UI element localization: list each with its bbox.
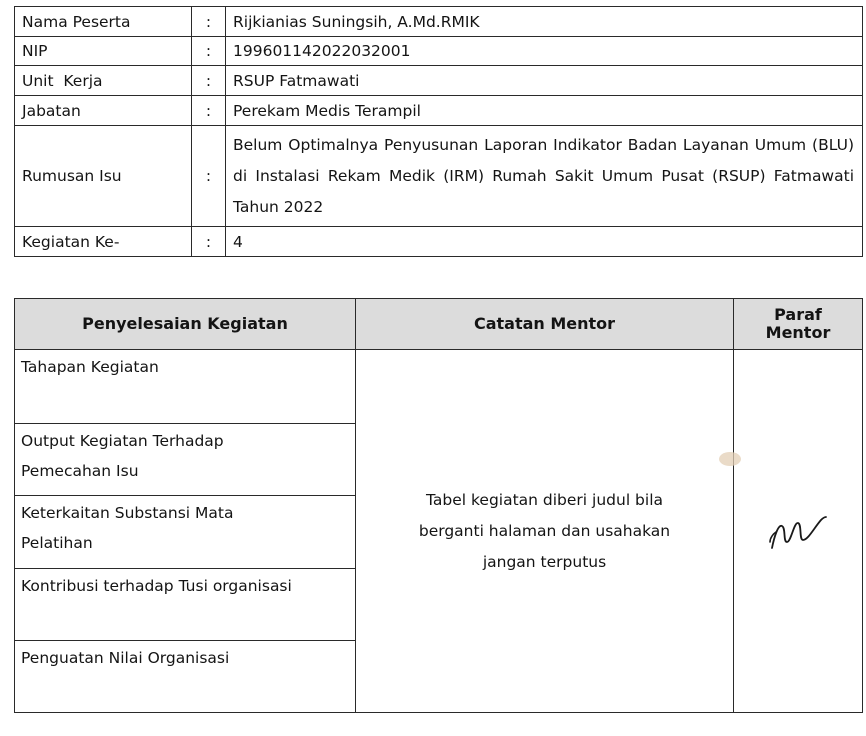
info-label-nip: NIP xyxy=(15,37,192,66)
paper-smudge xyxy=(719,452,741,466)
info-label-nama: Nama Peserta xyxy=(15,7,192,37)
info-row-jabatan xyxy=(15,96,863,126)
info-row-nama xyxy=(15,7,863,37)
signature-icon xyxy=(758,508,838,554)
info-row-kegiatan-ke xyxy=(15,227,863,257)
info-value-unit-kerja: RSUP Fatmawati xyxy=(226,66,863,96)
info-value-nama: Rijkianias Suningsih, A.Md.RMIK xyxy=(226,7,863,37)
info-colon: : xyxy=(192,7,226,37)
info-label-jabatan: Jabatan xyxy=(15,96,192,126)
participant-info-table xyxy=(14,6,863,257)
mentor-header-row xyxy=(15,299,863,350)
mentor-row-tahapan xyxy=(15,350,863,424)
info-colon: : xyxy=(192,227,226,257)
info-value-kegiatan-ke: 4 xyxy=(226,227,863,257)
info-colon: : xyxy=(192,66,226,96)
header-paraf-mentor xyxy=(734,299,863,350)
step-kontribusi-tusi: Kontribusi terhadap Tusi organisasi xyxy=(15,569,356,641)
info-row-nip xyxy=(15,37,863,66)
catatan-mentor-cell xyxy=(356,350,734,713)
catatan-mentor-text: Tabel kegiatan diberi judul bila berganti halaman dan usahakan jangan terputus xyxy=(418,490,671,571)
info-colon: : xyxy=(192,37,226,66)
step-tahapan-kegiatan: Tahapan Kegiatan xyxy=(15,350,356,424)
header-paraf-line2: Mentor xyxy=(765,323,831,342)
info-value-rumusan-isu: Belum Optimalnya Penyusunan Laporan Indikator Badan Layanan Umum (BLU) di Instalasi Rekam Medik (IRM) Rumah Sakit Umum Pusat (RSUP) Fatmawati Tahun 2022 xyxy=(226,126,863,227)
info-label-unit-kerja: Unit Kerja xyxy=(15,66,192,96)
info-value-nip: 199601142022032001 xyxy=(226,37,863,66)
header-penyelesaian-kegiatan: Penyelesaian Kegiatan xyxy=(15,299,356,350)
step-keterkaitan-substansi: Keterkaitan Substansi Mata Pelatihan xyxy=(15,496,356,569)
step-penguatan-nilai: Penguatan Nilai Organisasi xyxy=(15,641,356,713)
info-label-kegiatan-ke: Kegiatan Ke- xyxy=(15,227,192,257)
info-label-rumusan-isu: Rumusan Isu xyxy=(15,126,192,227)
info-colon: : xyxy=(192,96,226,126)
paraf-mentor-cell xyxy=(734,350,863,713)
info-row-rumusan-isu xyxy=(15,126,863,227)
info-colon: : xyxy=(192,126,226,227)
step-output-kegiatan: Output Kegiatan Terhadap Pemecahan Isu xyxy=(15,424,356,496)
header-catatan-mentor: Catatan Mentor xyxy=(356,299,734,350)
header-paraf-line1: Paraf xyxy=(774,305,822,324)
mentor-review-table xyxy=(14,298,863,713)
info-value-jabatan: Perekam Medis Terampil xyxy=(226,96,863,126)
info-row-unit-kerja xyxy=(15,66,863,96)
